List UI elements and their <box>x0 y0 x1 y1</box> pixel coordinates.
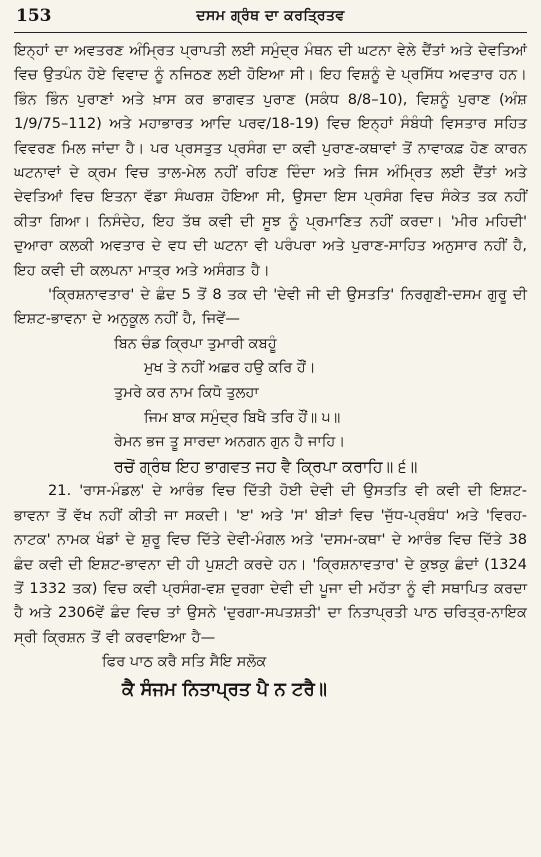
verse-line-6: ਰਚੋਂ ਗ੍ਰੰਥ ਇਹ ਭਾਗਵਤ ਜਹ ਵੈ ਕ੍ਰਿਪਾ ਕਰਾਹਿ॥ ੬॥ <box>114 456 418 476</box>
verse-line-4: ਜਿਮ ਬਾਕ ਸਮੁੰਦ੍ਰ ਬਿਖੈ ਤਰਿ ਹੌਂ॥ ੫॥ <box>144 408 341 426</box>
paragraph-21: 21. 'ਰਾਸ-ਮੰਡਲ' ਦੇ ਆਰੰਭ ਵਿਚ ਦਿੱਤੀ ਹੋਈ ਦੇਵੀ ਦੀ ਉਸਤਤਿ ਵੀ ਕਵੀ ਦੀ ਇਸ਼ਟ-ਭਾਵਨਾ ਤੋਂ ਵੱਖ ਨਹੀਂ ਕੀਤੀ ਜਾ ਸਕਦੀ। 'ੲ' ਅਤੇ 'ਸ' ਬੀੜਾਂ ਵਿਚ 'ਜੁੱਧ-ਪ੍ਰਬੰਧ' ਅਤੇ 'ਵਿਰਹ-ਨਾਟਕ' ਨਾਮਕ ਖੰਡਾਂ ਦੇ ਸ਼ੁਰੂ ਵਿਚ ਦਿੱਤੇ ਦੇਵੀ-ਮੰਗਲ ਅਤੇ 'ਦਸਮ-ਕਥਾ' ਦੇ ਆਰੰਭ ਵਿਚ ਦਿੱਤੇ 38 ਛੰਦ ਕਵੀ ਦੀ ਇਸ਼ਟ-ਭਾਵਨਾ ਦੀ ਹੀ ਪੁਸ਼ਟੀ ਕਰਦੇ ਹਨ। 'ਕ੍ਰਿਸ਼ਨਾਵਤਾਰ' ਦੇ ਕੁਝਕੁ ਛੰਦਾਂ (1324 ਤੋਂ 1332 ਤਕ) ਵਿਚ ਕਵੀ ਪ੍ਰਸੰਗ-ਵਸ਼ ਦੁਰਗਾ ਦੇਵੀ ਦੀ ਪੂਜਾ ਦੀ ਮਹੱਤਾ ਨੂੰ ਵੀ ਸਥਾਪਿਤ ਕਰਦਾ ਹੈ ਅਤੇ 2306ਵੇਂ ਛੰਦ ਵਿਚ ਤਾਂ ਉਸਨੇ 'ਦੁਰਗਾ-ਸਪਤਸ਼ਤੀ' ਦਾ ਨਿਤਾਪ੍ਰਤੀ ਪਾਠ ਚਰਿਤ੍ਰ-ਨਾਇਕ ਸ੍ਰੀ ਕ੍ਰਿਸ਼ਨ ਤੋਂ ਵੀ ਕਰਵਾਇਆ ਹੈ— <box>14 482 527 646</box>
verse-line-1: ਬਿਨ ਚੰਡ ਕ੍ਰਿਪਾ ਤੁਮਾਰੀ ਕਬਹੂੰ <box>114 334 277 352</box>
body-text <box>14 39 527 705</box>
verse-line-5: ਰੇਮਨ ਭਜ ਤੂ ਸਾਰਦਾ ਅਨਗਨ ਗੁਨ ਹੈ ਜਾਹਿ। <box>114 433 346 451</box>
page-number: 153 <box>16 6 52 26</box>
closing-verse-line-1: ਫਿਰ ਪਾਠ ਕਰੈ ਸਤਿ ਸੈਇ ਸਲੋਕ <box>102 653 267 671</box>
closing-verse <box>14 650 527 705</box>
running-title: ਦਸਮ ਗ੍ਰੰਥ ਦਾ ਕਰਤ੍ਰਿਤਵ <box>196 8 345 24</box>
page-header <box>14 4 527 33</box>
verse-line-2: ਮੁਖ ਤੇ ਨਹੀਂ ਅਛਰ ਹਉ ਕਰਿ ਹੌਂ। <box>144 359 316 377</box>
closing-verse-line-2: ਕੈ ਸੰਜਮ ਨਿਤਾਪ੍ਰਤ ਪੈ ਨ ਟਰੈ॥ <box>122 678 327 700</box>
paragraph-2: 'ਕ੍ਰਿਸ਼ਨਾਵਤਾਰ' ਦੇ ਛੰਦ 5 ਤੋਂ 8 ਤਕ ਦੀ 'ਦੇਵੀ ਜੀ ਦੀ ਉਸਤਤਿ' ਨਿਰਗੁਣੀ-ਦਸਮ ਗੁਰੂ ਦੀ ਇਸ਼ਟ-ਭਾਵਨਾ ਦੇ ਅਨੁਕੂਲ ਨਹੀਂ ਹੈ, ਜਿਵੇਂ— <box>14 286 527 328</box>
paragraph-1: ਇਨ੍ਹਾਂ ਦਾ ਅਵਤਰਣ ਅੰਮ੍ਰਿਤ ਪ੍ਰਾਪਤੀ ਲਈ ਸਮੁੰਦ੍ਰ ਮੰਥਨ ਦੀ ਘਟਨਾ ਵੇਲੇ ਦੈਂਤਾਂ ਅਤੇ ਦੇਵਤਿਆਂ ਵਿਚ ਉਤਪੰਨ ਹੋਏ ਵਿਵਾਦ ਨੂੰ ਨਜਿਠਣ ਲਈ ਹੋਇਆ ਸੀ। ਇਹ ਵਿਸ਼ਨੂੰ ਦੇ ਪ੍ਰਸਿੱਧ ਅਵਤਾਰ ਹਨ। ਭਿੰਨ ਭਿੰਨ ਪੁਰਾਣਾਂ ਅਤੇ ਖ਼ਾਸ ਕਰ ਭਾਗਵਤ ਪੁਰਾਣ (ਸਕੰਧ 8/8–10), ਵਿਸ਼ਨੂੰ ਪੁਰਾਣ (ਅੰਸ਼ 1/9/75–112) ਅਤੇ ਮਹਾਭਾਰਤ ਆਦਿ ਪਰਵ/18-19) ਵਿਚ ਇਨ੍ਹਾਂ ਸੰਬੰਧੀ ਵਿਸਤਾਰ ਸਹਿਤ ਵਿਵਰਣ ਮਿਲ ਜਾਂਦਾ ਹੈ। ਪਰ ਪ੍ਰਸਤੁਤ ਪ੍ਰਸੰਗ ਦਾ ਕਵੀ ਪੁਰਾਣ-ਕਥਾਵਾਂ ਤੋਂ ਨਾਵਾਕਫ਼ ਹੋਣ ਕਾਰਨ ਘਟਨਾਵਾਂ ਦੇ ਕ੍ਰਮ ਵਿਚ ਤਾਲ-ਮੇਲ ਨਹੀਂ ਰਹਿਣ ਦਿੰਦਾ ਅਤੇ ਜਿਸ ਅੰਮ੍ਰਿਤ ਲਈ ਦੈਂਤਾਂ ਅਤੇ ਦੇਵਤਿਆਂ ਵਿਚ ਇਤਨਾ ਵੱਡਾ ਸੰਘਰਸ਼ ਹੋਇਆ ਸੀ, ਉਸਦਾ ਇਸ ਪ੍ਰਸੰਗ ਵਿਚ ਸੰਕੇਤ ਤਕ ਨਹੀਂ ਕੀਤਾ ਗਿਆ। ਨਿਸੰਦੇਹ, ਇਹ ਤੱਥ ਕਵੀ ਦੀ ਸੂਝ ਨੂੰ ਪ੍ਰਮਾਣਿਤ ਨਹੀਂ ਕਰਦਾ। 'ਮੀਰ ਮਹਿਦੀ' ਦੁਆਰਾ ਕਲਕੀ ਅਵਤਾਰ ਦੇ ਵਧ ਦੀ ਘਟਨਾ ਵੀ ਪਰੰਪਰਾ ਅਤੇ ਪੁਰਾਣ-ਸਾਹਿਤ ਅਨੁਸਾਰ ਨਹੀਂ ਹੈ, ਇਹ ਕਵੀ ਦੀ ਕਲਪਨਾ ਮਾਤ੍ਰ ਅਤੇ ਅਸੰਗਤ ਹੈ। <box>14 42 527 279</box>
verse-block <box>14 332 527 480</box>
verse-line-3: ਤੁਮਰੇ ਕਰ ਨਾਮ ਕਿਧੋ ਤੁਲਹਾ <box>114 384 259 402</box>
